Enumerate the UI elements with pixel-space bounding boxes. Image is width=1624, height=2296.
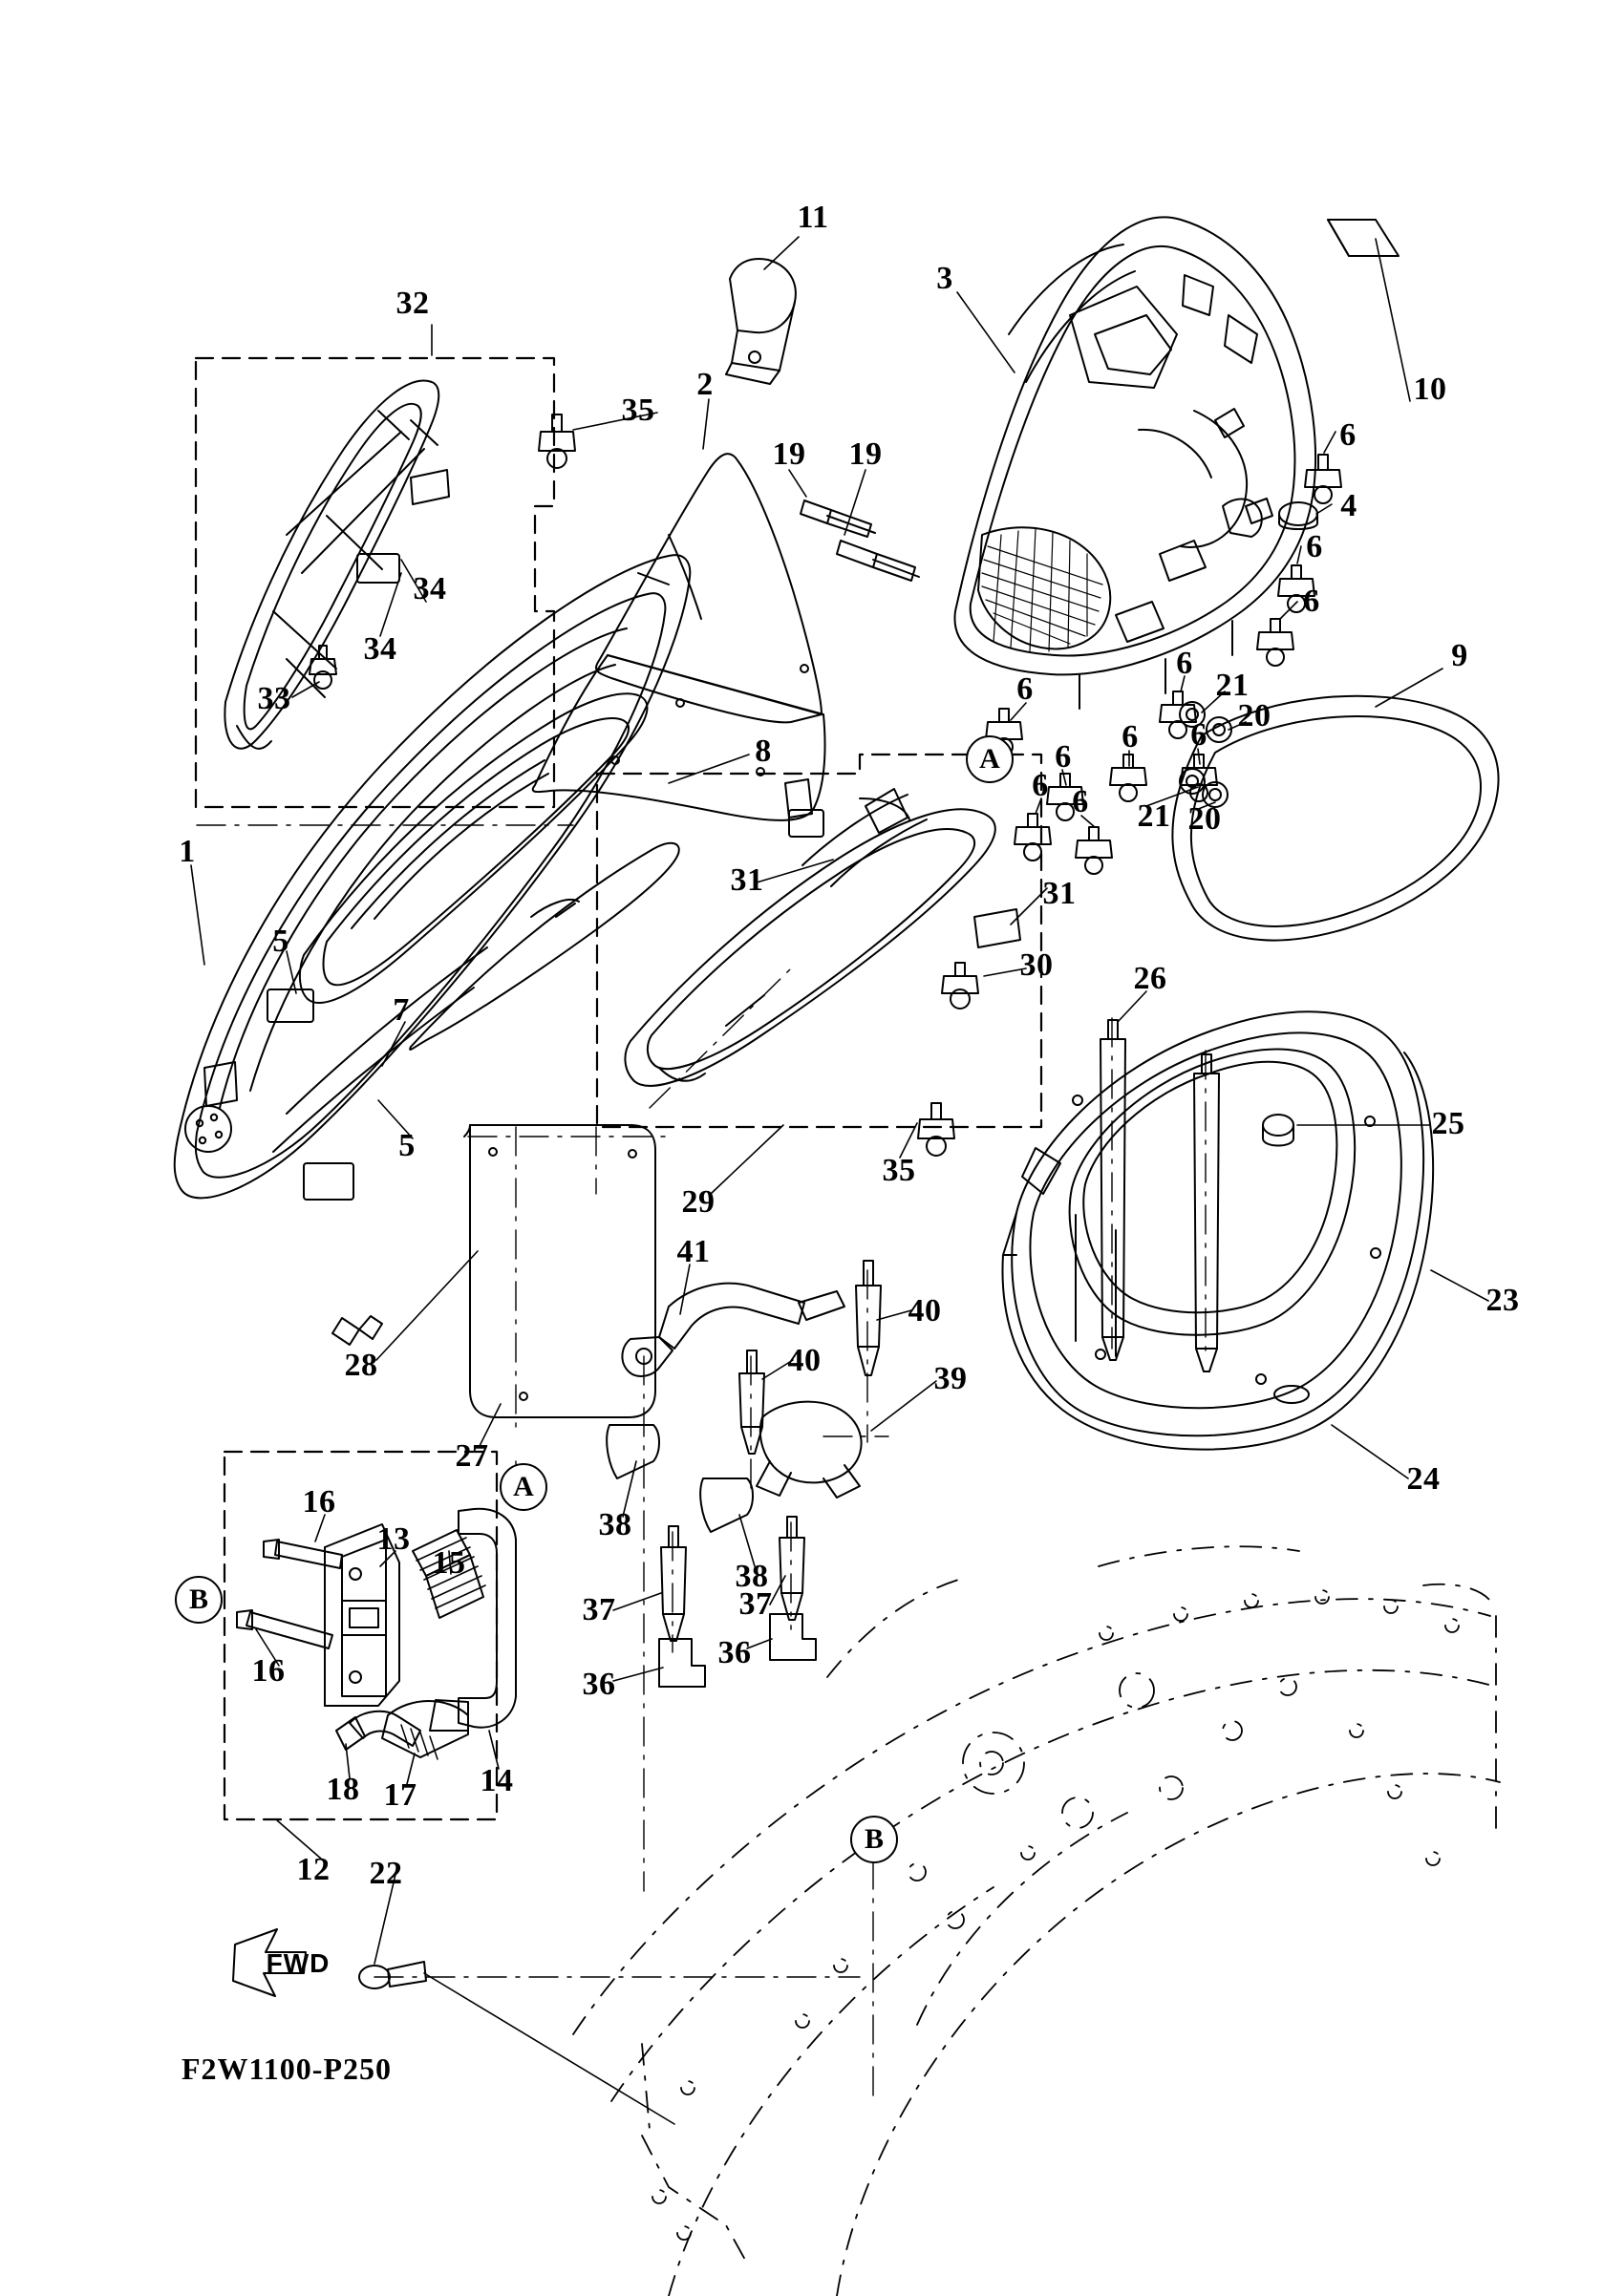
- callout-6-j: 6: [1072, 784, 1089, 819]
- part-30-bolt: [942, 963, 978, 1009]
- callout-35-lower: 35: [882, 1153, 916, 1188]
- callout-6-g: 6: [1122, 719, 1139, 755]
- callout-13: 13: [376, 1521, 411, 1557]
- part-2-hood-panel: [533, 454, 825, 820]
- part-40-pin-a: [856, 1261, 881, 1375]
- callout-5-b: 5: [398, 1128, 416, 1163]
- callout-25: 25: [1431, 1106, 1465, 1141]
- part-39-bracket: [757, 1402, 862, 1498]
- callout-32: 32: [395, 286, 430, 321]
- part-16-rod-a: [264, 1540, 342, 1568]
- callout-2: 2: [696, 367, 714, 402]
- part-33-bolt: [310, 646, 336, 689]
- part-37-pin-a: [661, 1526, 686, 1641]
- callout-6-h: 6: [1190, 717, 1207, 753]
- part-11-knob: [726, 259, 796, 384]
- callout-20-b: 20: [1187, 801, 1222, 837]
- callout-24: 24: [1406, 1461, 1441, 1497]
- reference-circle-a-top: A: [966, 735, 1014, 783]
- callout-6-d: 6: [1176, 646, 1193, 681]
- callout-20-a: 20: [1237, 698, 1271, 733]
- callout-21-a: 21: [1215, 668, 1250, 703]
- callout-1: 1: [179, 834, 196, 869]
- part-36-bracket-b: [770, 1614, 816, 1660]
- part-22-bolt: [359, 1962, 426, 1988]
- callout-34-a: 34: [413, 571, 447, 606]
- callout-17: 17: [383, 1777, 417, 1813]
- part-35-bolt-lower: [918, 1103, 954, 1156]
- callout-6-c: 6: [1303, 584, 1320, 619]
- part-36-bracket-a: [659, 1639, 705, 1687]
- callout-28: 28: [344, 1348, 378, 1383]
- callout-6-i: 6: [1032, 768, 1049, 803]
- callout-21-b: 21: [1137, 798, 1171, 834]
- callout-29: 29: [681, 1184, 716, 1220]
- part-38-clip-b: [700, 1478, 753, 1532]
- callout-30: 30: [1019, 947, 1054, 983]
- callout-40-b: 40: [787, 1343, 822, 1378]
- callout-11: 11: [797, 200, 829, 235]
- phantom-hull: [573, 1546, 1500, 2296]
- callout-38-a: 38: [598, 1507, 632, 1542]
- callout-34-b: 34: [363, 631, 397, 667]
- center-lines: [197, 825, 1206, 2101]
- part-1-hood-outer: [175, 555, 691, 1200]
- part-29-inner-trim: [625, 779, 1020, 1086]
- part-25-plug: [1263, 1115, 1293, 1146]
- callout-15: 15: [432, 1545, 466, 1581]
- callout-10: 10: [1413, 372, 1447, 407]
- callout-14: 14: [480, 1763, 514, 1798]
- callout-35-upper: 35: [621, 393, 655, 428]
- callout-12: 12: [296, 1852, 331, 1887]
- callout-41: 41: [676, 1234, 711, 1269]
- fwd-direction-label: FWD: [266, 1948, 331, 1978]
- callout-18: 18: [326, 1772, 360, 1807]
- part-38-clip-a: [607, 1425, 659, 1478]
- callout-39: 39: [933, 1361, 968, 1396]
- part-28-bolt: [332, 1316, 382, 1345]
- callout-7: 7: [393, 992, 410, 1028]
- callout-22: 22: [369, 1856, 403, 1891]
- part-37-pin-b: [780, 1517, 804, 1620]
- callout-9: 9: [1451, 638, 1468, 673]
- callout-31-a: 31: [730, 862, 764, 898]
- callout-36-a: 36: [582, 1667, 616, 1702]
- callout-26: 26: [1133, 961, 1167, 996]
- part-9-seal-ring: [1172, 696, 1498, 941]
- reference-circle-b-left: B: [175, 1576, 223, 1624]
- reference-circle-a-mid: A: [500, 1463, 547, 1511]
- callout-23: 23: [1485, 1283, 1520, 1318]
- callout-6-a: 6: [1339, 417, 1357, 453]
- part-3-engine-hatch: [954, 217, 1315, 709]
- callout-27: 27: [455, 1438, 489, 1474]
- callout-37-a: 37: [582, 1592, 616, 1627]
- callout-16-a: 16: [302, 1484, 336, 1520]
- callout-36-b: 36: [717, 1635, 752, 1670]
- diagram-code-label: F2W1100-P250: [182, 2052, 392, 2086]
- callout-3: 3: [936, 261, 953, 296]
- callout-40-a: 40: [908, 1293, 942, 1329]
- callout-5-a: 5: [272, 924, 289, 959]
- reference-circle-b-bottom: B: [850, 1816, 898, 1863]
- callout-6-e: 6: [1016, 671, 1034, 707]
- callout-19-b: 19: [848, 436, 883, 472]
- callout-16-b: 16: [251, 1653, 286, 1689]
- callout-38-b: 38: [735, 1559, 769, 1594]
- callout-8: 8: [755, 733, 772, 769]
- callout-37-b: 37: [738, 1586, 773, 1622]
- callout-19-a: 19: [772, 436, 806, 472]
- callout-33: 33: [257, 681, 291, 716]
- callout-6-b: 6: [1306, 529, 1323, 564]
- callout-6-f: 6: [1055, 739, 1072, 775]
- callout-31-b: 31: [1042, 876, 1077, 911]
- part-16-rod-b: [237, 1610, 332, 1648]
- callout-4: 4: [1340, 488, 1357, 523]
- part-10-strip: [1328, 220, 1399, 256]
- part-27-panel: [464, 1125, 655, 1417]
- part-19-bolts: [801, 500, 919, 581]
- part-35-bolt-upper: [539, 415, 575, 468]
